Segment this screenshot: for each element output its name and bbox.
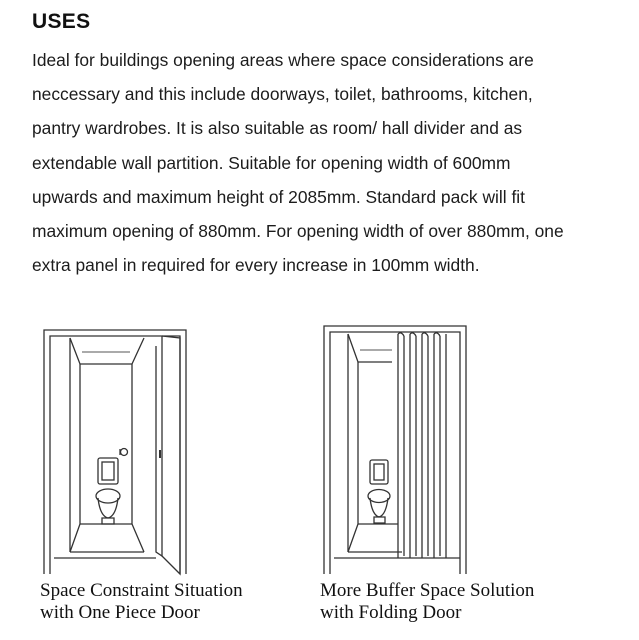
figure-caption	[40, 580, 243, 624]
figure-caption	[320, 580, 534, 624]
paragraph-line: pantry wardrobes. It is also suitable as room/ hall divider and as	[32, 118, 523, 139]
paragraph-line: extendable wall partition. Suitable for opening width of 600mm	[32, 152, 511, 173]
one-piece-door-figure	[32, 312, 304, 640]
caption-line: with One Piece Door	[40, 602, 200, 623]
paragraph-line: neccessary and this include doorways, toilet, bathrooms, kitchen,	[32, 84, 533, 105]
paragraph-line: upwards and maximum height of 2085mm. Standard pack will fit	[32, 186, 525, 207]
uses-paragraph	[32, 43, 632, 282]
paragraph-line: extra panel in required for every increase in 100mm width.	[32, 255, 480, 276]
paragraph-line: maximum opening of 880mm. For opening width of over 880mm, one	[32, 221, 564, 242]
one-piece-door-illustration	[32, 312, 304, 580]
paragraph-line: Ideal for buildings opening areas where space considerations are	[32, 50, 534, 70]
caption-line: with Folding Door	[320, 602, 462, 623]
folding-door-figure	[312, 312, 584, 640]
folding-door-illustration	[312, 312, 584, 580]
caption-line: More Buffer Space Solution	[320, 580, 535, 601]
caption-line: Space Constraint Situation	[40, 580, 243, 601]
section-heading: USES	[32, 10, 91, 33]
